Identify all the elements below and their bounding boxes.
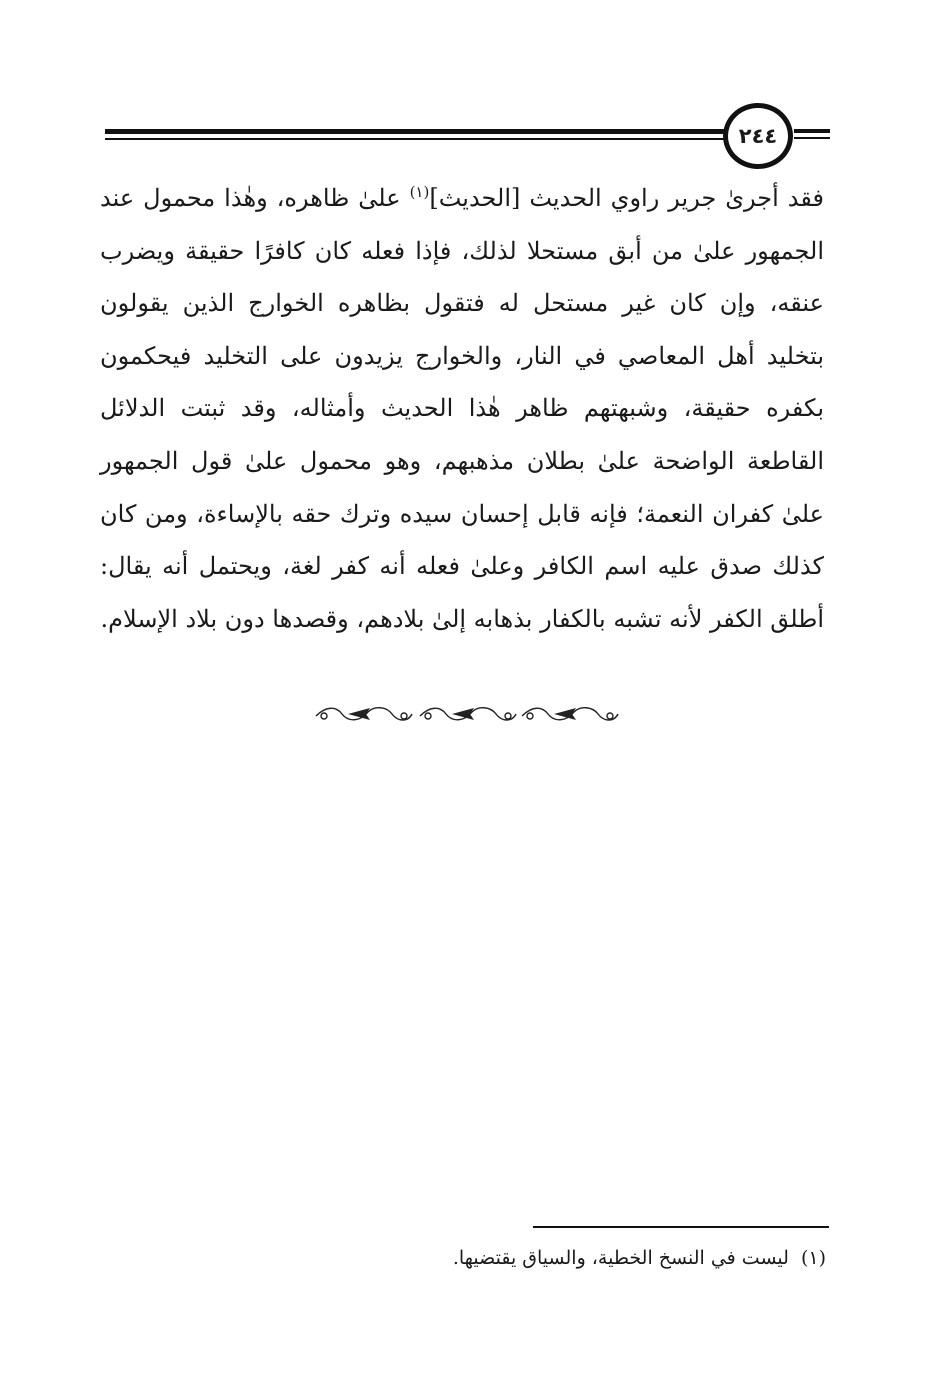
footnote-reference: (١) — [409, 183, 430, 201]
footnote-marker: (١) — [800, 1247, 826, 1269]
footnote-separator — [533, 1226, 829, 1228]
header-rule-thick — [105, 129, 728, 134]
header-rule-right-thin — [794, 137, 830, 139]
body-sentence-2: علىٰ ظاهره، وهٰذا محمول عند الجمهور علىٰ من أبق مستحلا لذلك، فإذا فعله كان كافرًا حقيقة ويضرب عنقه، وإن كان غير مستحل له فتقول بظاهره الخوارج الذين يقولون بتخليد أهل المعاصي في النار، والخوارج يزيدون على التخليد فيحكمون بكفره حقيقة، وشبهتهم ظاهر هٰذا الحديث وأمثاله، وقد ثبتت الدلائل القاطعة الواضحة علىٰ بطلان مذهبهم، وهو محمول علىٰ قول الجمهور علىٰ كفران النعمة؛ فإنه قابل إحسان سيده وترك حقه بالإساءة، ومن كان كذلك صدق عليه اسم الكافر وعلىٰ فعله أنه كفر لغة، ويحتمل أنه يقال: أطلق الكفر لأنه تشبه بالكفار بذهابه إلىٰ بلادهم، وقصدها دون بلاد الإسلام. — [100, 184, 824, 633]
footnote-text: ليست في النسخ الخطية، والسياق يقتضيها. — [452, 1247, 789, 1269]
page-number: ٢٤٤ — [723, 103, 793, 169]
body-sentence-1: فقد أجرىٰ جرير راوي الحديث [الحديث] — [429, 184, 824, 212]
header-rule-right-thick — [794, 129, 830, 133]
header-rule-thin — [105, 138, 728, 140]
footnote — [300, 1244, 826, 1272]
section-divider-ornament — [312, 700, 622, 730]
body-text — [100, 172, 824, 645]
body-paragraph — [100, 172, 824, 645]
